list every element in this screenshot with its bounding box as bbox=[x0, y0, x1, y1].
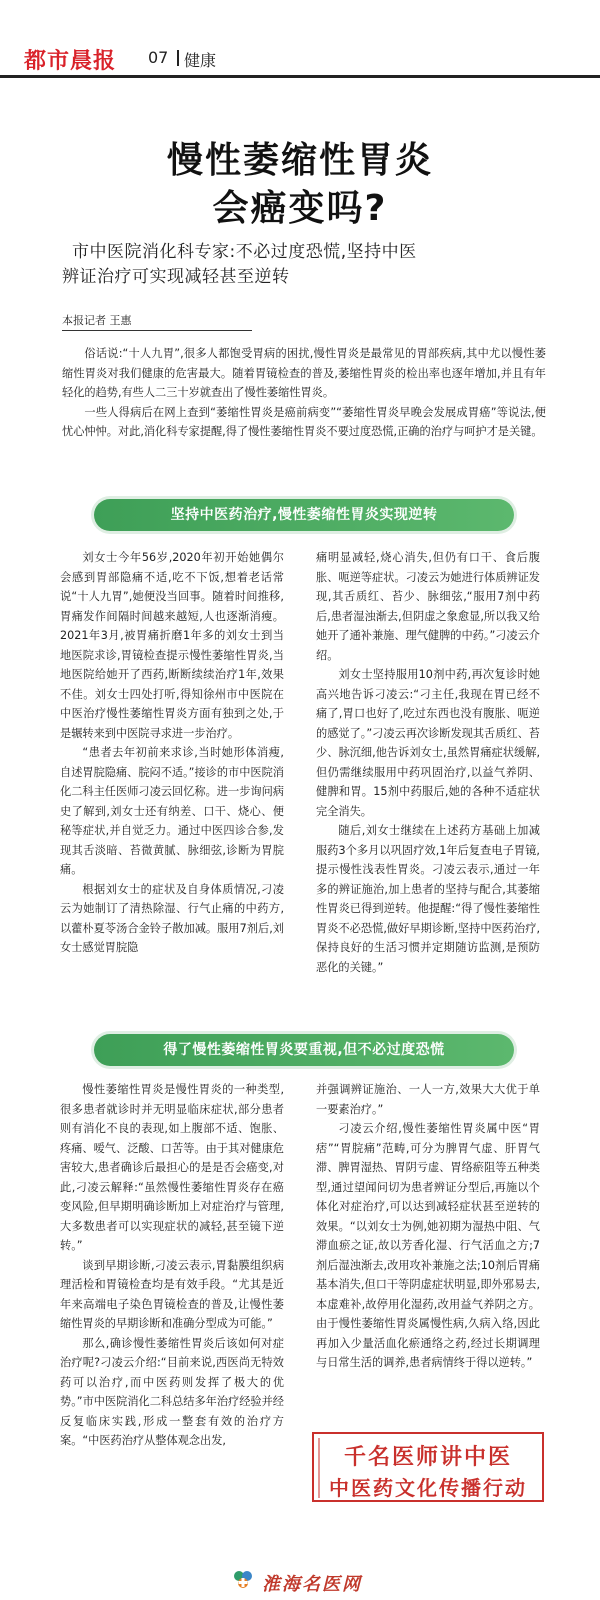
s2-right-paragraph-1: 并强调辨证施治、一人一方,效果大大优于单一要素治疗。” bbox=[316, 1083, 540, 1116]
headline-line-1: 慢性萎缩性胃炎 bbox=[166, 140, 433, 181]
stamp-line-1: 千名医师讲中医 bbox=[343, 1445, 512, 1470]
s2-left-paragraph-1: 慢性萎缩性胃炎是慢性胃炎的一种类型,很多患者就诊时并无明显临床症状,部分患者则有消化不良的表现,如上腹部不适、饱胀、疼痛、嗳气、泛酸、口苦等。由于其对健康危害较大,患者确诊后最担心的是是否会癌变,对此,刁凌云解释:“虽然慢性萎缩性胃炎存在癌变风险,但早期明确诊断加上对症治疗与管理,大多数患者可以实现症状的减轻,甚至镜下逆转。” bbox=[60, 1083, 284, 1252]
stamp-line-2: 中医药文化传播行动 bbox=[329, 1476, 527, 1500]
section-2-right-column bbox=[316, 1080, 540, 1373]
lead-paragraph-2: 一些人得病后在网上查到“萎缩性胃炎是癌前病变”“萎缩性胃炎早晚会发展成胃癌”等说法,便忧心忡忡。对此,消化科专家提醒,得了慢性萎缩性胃炎不要过度恐慌,正确的治疗与呵护才是关键。 bbox=[62, 405, 546, 438]
clover-cross-logo-icon bbox=[232, 1570, 254, 1590]
lead-paragraphs bbox=[62, 344, 546, 442]
section-1-right-column bbox=[316, 548, 540, 977]
campaign-stamp bbox=[312, 1432, 544, 1502]
s2-left-paragraph-3: 那么,确诊慢性萎缩性胃炎后该如何对症治疗呢?刁凌云介绍:“目前来说,西医尚无特效药可以治疗,而中医药则发挥了极大的优势。”市中医院消化二科总结多年治疗经验并经反复临床实践,形成一整套有效的治疗方案。“中医药治疗从整体观念出发, bbox=[60, 1336, 284, 1447]
s1-left-paragraph-1: 刘女士今年56岁,2020年初开始她偶尔会感到胃部隐痛不适,吃不下饭,想着老话常说“十人九胃”,她便没当回事。随着时间推移,胃痛发作间隔时间越来越短,人也逐渐消瘦。2021年3月,被胃痛折磨1年多的刘女士到当地医院求诊,胃镜检查提示慢性萎缩性胃炎,当地医院给她开了西药,断断续续治疗1年,效果不佳。刘女士四处打听,得知徐州市中医院在中医治疗慢性萎缩性胃炎方面有独到之处,于是辗转来到中医院寻求进一步治疗。 bbox=[60, 551, 284, 740]
headline-line-2: 会癌变吗? bbox=[212, 188, 388, 229]
s1-right-paragraph-1: 痛明显减轻,烧心消失,但仍有口干、食后腹胀、呃逆等症状。刁凌云为她进行体质辨证发现,其舌质红、苔少、脉细弦,“服用7剂中药后,患者湿浊渐去,但阴虚之象愈显,所以我又给她开了通补兼施、理气健脾的中药。”刁凌云介绍。 bbox=[316, 551, 540, 662]
newspaper-brand: 都市晨报 bbox=[24, 49, 117, 74]
masthead-divider bbox=[177, 50, 179, 66]
section-name: 健康 bbox=[184, 51, 217, 70]
section-1-banner: 坚持中医药治疗,慢性萎缩性胃炎实现逆转 bbox=[94, 499, 514, 531]
s1-left-paragraph-3: 根据刘女士的症状及自身体质情况,刁凌云为她制订了清热除湿、行气止痛的中药方,以藿朴夏苓汤合金铃子散加减。服用7剂后,刘女士感觉胃脘隐 bbox=[60, 882, 284, 954]
subtitle-line-2: 辨证治疗可实现减轻甚至逆转 bbox=[62, 267, 290, 287]
s1-right-paragraph-3: 随后,刘女士继续在上述药方基础上加减服药3个多月以巩固疗效,1年后复查电子胃镜,提示慢性浅表性胃炎。刁凌云表示,通过一年多的辨证施治,加上患者的坚持与配合,其萎缩性胃炎已得到逆转。他提醒:“得了慢性萎缩性胃炎不必恐慌,做好早期诊断,坚持中医药治疗,保持良好的生活习惯并定期随访监测,是预防恶化的关键。” bbox=[316, 824, 540, 974]
s2-right-paragraph-2: 刁凌云介绍,慢性萎缩性胃炎属中医“胃痞”“胃脘痛”范畴,可分为脾胃气虚、肝胃气滞、脾胃湿热、胃阴亏虚、胃络瘀阻等五种类型,通过望闻问切为患者辨证分型后,再施以个体化对症治疗,可以达到减轻症状甚至逆转的效果。“以刘女士为例,她初期为湿热中阻、气滞血瘀之证,故以芳香化湿、行气活血之方;7剂后湿浊渐去,改用攻补兼施之法;10剂后胃痛基本消失,但口干等阴虚症状明显,即外邪易去,本虚难补,故停用化湿药,改用益气养阴之方。由于慢性萎缩性胃炎属慢性病,久病入络,因此再加入少量活血化瘀通络之药,经过长期调理与日常生活的调养,患者病情终于得以逆转。” bbox=[316, 1122, 540, 1369]
lead-paragraph-1: 俗话说:“十人九胃”,很多人都饱受胃病的困扰,慢性胃炎是最常见的胃部疾病,其中尤以慢性萎缩性胃炎对我们健康的危害最大。随着胃镜检查的普及,萎缩性胃炎的检出率也逐年增加,并且有年轻化的趋势,有些人二三十岁就查出了慢性萎缩性胃炎。 bbox=[62, 347, 546, 399]
section-1-left-column bbox=[60, 548, 284, 958]
byline: 本报记者 王惠 bbox=[62, 312, 252, 331]
s1-left-paragraph-2: “患者去年初前来求诊,当时她形体消瘦,自述胃脘隐痛、脘闷不适。”接诊的市中医院消化二科主任医师刁凌云回忆称。进一步询问病史了解到,刘女士还有纳差、口干、烧心、便秘等症状,并自觉乏力。通过中医四诊合参,发现其舌淡暗、苔微黄腻、脉细弦,诊断为胃脘痛。 bbox=[60, 746, 284, 876]
subtitle-line-1: 市中医院消化科专家:不必过度恐慌,坚持中医 bbox=[72, 242, 417, 262]
site-name: 淮海名医网 bbox=[262, 1574, 362, 1595]
page-number: 07 bbox=[148, 48, 169, 67]
s2-left-paragraph-2: 谈到早期诊断,刁凌云表示,胃黏膜组织病理活检和胃镜检查均是有效手段。“尤其是近年来高端电子染色胃镜检查的普及,让慢性萎缩性胃炎的早期诊断和准确分型成为可能。” bbox=[60, 1258, 284, 1330]
s1-right-paragraph-2: 刘女士坚持服用10剂中药,再次复诊时她高兴地告诉刁凌云:“刁主任,我现在胃已经不痛了,胃口也好了,吃过东西也没有腹胀、呃逆的感觉了。”刁凌云再次诊断发现其舌质红、苔少、脉沉细,他告诉刘女士,虽然胃痛症状缓解,但仍需继续服用中药巩固治疗,以益气养阴、健脾和胃。15剂中药服后,她的各种不适症状完全消失。 bbox=[316, 668, 540, 818]
masthead bbox=[0, 44, 600, 78]
section-2-left-column bbox=[60, 1080, 284, 1451]
section-2-banner: 得了慢性萎缩性胃炎要重视,但不必过度恐慌 bbox=[94, 1034, 514, 1066]
